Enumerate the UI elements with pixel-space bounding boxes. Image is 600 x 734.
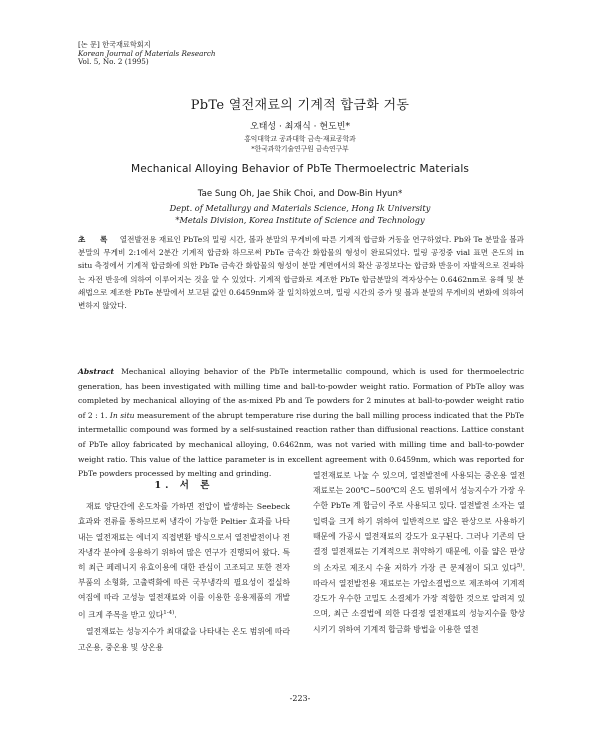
abstract-en-label: Abstract <box>78 367 115 376</box>
citation-5: 5) <box>516 563 523 570</box>
abstract-ko <box>78 233 524 312</box>
journal-volume: Vol. 5, No. 2 (1995) <box>78 57 149 67</box>
intro-paragraph-1: 재료 양단간에 온도차를 가하면 전압이 발생하는 Seebeck 효과와 전류를 통하므로써 냉각이 가능한 Peltier 효과를 나타내는 열전재료는 에너지 직접변환 방식으로서 열전발전이나 전자냉각 분야에 응용하기 위하여 많은 연구가 진행되어 왔다. 특히 최근 페레니지 유효이용에 대한 관심이 고조되고 또한 전자 부품의 소형화, 고출력화에 따른 국부냉각의 필요성이 절실하여짐에 따라 고성능 열전재료와 이를 이용한 응용제품의 개발이 크게 주목을 받고 있다$^{1-4)}$. <box>78 502 290 620</box>
intro-paragraph-1-text: 재료 양단간에 온도차를 가하면 전압이 발생하는 Seebeck 효과와 전류를 통하므로써 냉각이 가능한 Peltier 효과를 나타내는 열전재료는 에너지 직접변환 방식으로서 열전발전이나 전자냉각 분야에 응용하기 위하여 많은 연구가 진행되어 왔다. 특히 최근 페레니지 유효이용에 대한 관심이 고조되고 또한 전자 부품의 소형화, 고출력화에 따른 국부냉각의 필요성이 절실하여짐에 따라 고성능 열전재료와 이를 이용한 응용제품의 개발이 크게 주목을 받고 있다 <box>78 502 290 620</box>
journal-name-ko: [논 문] 한국재료학회지 <box>78 40 151 49</box>
abstract-en-insitu: In situ <box>109 410 135 420</box>
right-paragraph-1-text: 열전재료로 나눌 수 있으며, 열전발전에 사용되는 중온용 열전재료로는 200℃~500℃의 온도 범위에서 성능지수가 가장 우수한 PbTe 계 합금이 주로 사용되고 있다. 열전발전 소자는 열입력을 크게 하기 위하여 일반적으로 얇은 판상으로 사용하기 때문에 가공시 열전재료의 강도가 요구된다. 그러나 기존의 단결정 열전재료는 기계적으로 취약하기 때문에, 이를 얇은 판상의 소자로 제조시 수율 저하가 가장 큰 문제점이 되고 있다 <box>313 471 525 573</box>
authors-ko: 오태성 · 최재식 · 현도빈* <box>250 122 350 132</box>
affiliation-ko-1: 홍익대학교 공과대학 금속·재료공학과 <box>244 135 356 143</box>
right-paragraph-1-tail: . 따라서 열전발전용 재료로는 가압소결법으로 제조하여 기계적 강도가 우수한 고밀도 소결체가 가장 적합한 것으로 알려져 있으며, 최근 소결법에 의한 다결정 열전재료의 성능지수를 향상시키기 위하여 기계적 합금화 방법을 이용한 열전 <box>313 563 525 634</box>
affiliation-ko-2: *한국과학기술연구원 금속연구부 <box>251 145 349 153</box>
body-column-left <box>78 478 290 655</box>
abstract-ko-label: 초 록 <box>78 235 114 244</box>
paper-title-ko: PbTe 열전재료의 기계적 합금화 거동 <box>190 98 410 113</box>
journal-name-en: Korean Journal of Materials Research <box>78 48 216 58</box>
section-heading-introduction: 1. 서 론 <box>154 480 214 491</box>
abstract-en <box>78 365 524 482</box>
paper-title-en: Mechanical Alloying Behavior of PbTe Thermoelectric Materials <box>130 163 470 175</box>
journal-header <box>78 41 216 67</box>
affiliation-en-1: Dept. of Metallurgy and Materials Science, Hong Ik University <box>169 203 431 213</box>
abstract-en-text-1: Mechanical alloying behavior of the PbTe intermetallic compound, which is used for thermoelectric generation, has been investigated with milling time and ball-to-powder weight ratio. Formation of PbTe alloy was completed by mechanical alloying of the as-mixed Pb and Te powders for 2 minutes at ball-to-powder weight ratio of 2 : 1. <box>78 367 525 420</box>
intro-paragraph-2: 열전재료는 성능지수가 최대값을 나타내는 온도 범위에 따라 고온용, 중온용 및 상온용 <box>78 627 290 652</box>
page-number: -223- <box>289 694 311 703</box>
citation-1-4: 1-4) <box>163 609 175 616</box>
body-column-right <box>313 468 525 637</box>
authors-en: Tae Sung Oh, Jae Shik Choi, and Dow-Bin Hyun* <box>197 189 403 199</box>
abstract-en-text-2: measurement of the abrupt temperature rise during the ball milling process indicated that the PbTe intermetallic compound was formed by a self-sustained reaction rather than diffusional reactions. Lattice constant of PbTe alloy fabricated by mechanical alloying, 0.6462nm, was not varied with milling time and ball-to-powder weight ratio. This value of the lattice parameter is in excellent agreement with 0.6459nm, which was reported for PbTe powders processed by melting and grinding. <box>78 410 525 479</box>
abstract-ko-text: 열전발전용 재료인 PbTe의 밀링 시간, 볼과 분말의 무게비에 따른 기계적 합금화 거동을 연구하였다. Pb와 Te 분말을 볼과 분말의 무게비 2:1에서 2분간 기계적 합금화 하므로써 PbTe 금속간 화합물의 형성이 완료되었다. 밀링 공정중 vial 표면 온도의 in situ 측정에서 기계적 합금화에 의한 PbTe 금속간 화합물의 형성이 분말 계면에서의 확산 공정보다는 합금화 반응이 자발적으로 진파하는 자전 반응에 의하여 이루어지는 것을 알 수 있었다. 기계적 합금화로 제조한 PbTe 합금분말의 격자상수는 0.6462nm로 융해 및 분쇄법으로 제조한 PbTe 분말에서 보고된 값인 0.6459nm와 잘 일치하였으며, 밀링 시간의 증가 및 볼과 분말의 무게비의 변화에 의하여 변하지 않았다. <box>78 235 524 311</box>
right-paragraph-1 <box>313 468 525 637</box>
affiliation-en-2: *Metals Division, Korea Institute of Science and Technology <box>175 215 425 225</box>
